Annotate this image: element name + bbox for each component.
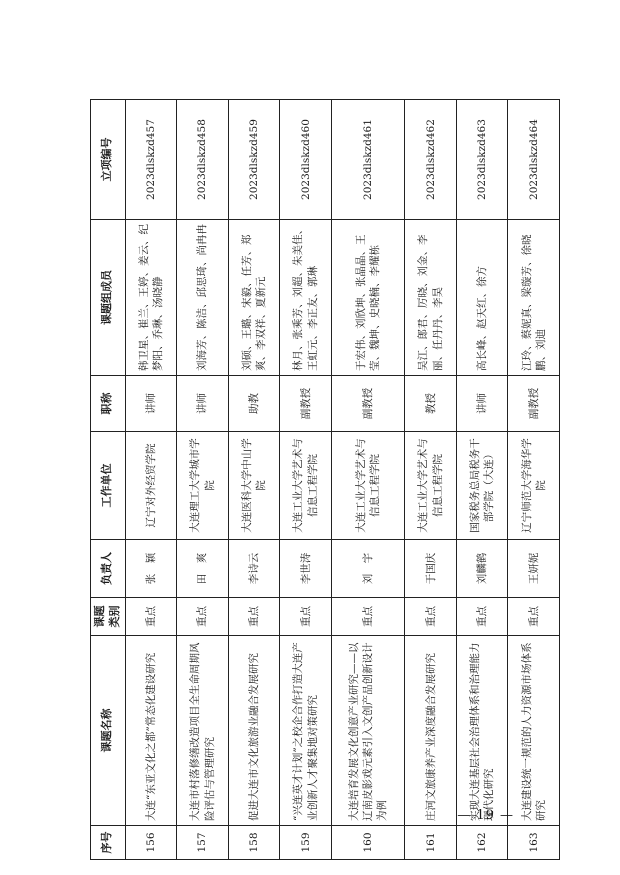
project-table (90, 99, 560, 860)
leader-cell: 李诗云 (228, 540, 280, 598)
institution-cell: 大连工业大学艺术与信息工程学院 (280, 432, 332, 540)
leader-cell: 刘麟鹤 (456, 540, 508, 598)
header-cell: 负责人 (91, 540, 126, 598)
header-cell: 序号 (91, 826, 126, 860)
leader-cell: 田 爽 (177, 540, 229, 598)
members-cell: 高长峰、赵天红、徐方 (456, 220, 508, 376)
category-cell: 重点 (228, 598, 280, 636)
title-cell: 讲师 (456, 376, 508, 432)
project-name-cell: 庄河文旅康养产业深度融合发展研究 (405, 636, 457, 826)
serial-number-cell: 161 (405, 826, 457, 860)
institution-cell: 国家税务总局税务干部学院（大连） (456, 432, 508, 540)
leader-cell: 刘 宇 (331, 540, 404, 598)
project-id-cell: 2023dlskzd458 (177, 100, 229, 220)
institution-cell: 大连工业大学艺术与信息工程学院 (405, 432, 457, 540)
header-cell: 课题名称 (91, 636, 126, 826)
table-row (177, 100, 229, 860)
project-id-cell: 2023dlskzd457 (125, 100, 177, 220)
members-cell: 刘海芳、陈洁、邱思琦、尚冉冉 (177, 220, 229, 376)
project-name-cell: 实现大连基层社会治理体系和治理能力现代化研究 (456, 636, 508, 826)
category-cell: 重点 (125, 598, 177, 636)
members-cell: 韩卫星、崔兰、王婷、姜云、纪梦阳、乔琳、汤晓静 (125, 220, 177, 376)
serial-number-cell: 163 (508, 826, 560, 860)
members-cell: 江玲、蔡妮真、梁璇芳、徐晓鹏、刘迪 (508, 220, 560, 376)
table-row (508, 100, 560, 860)
serial-number-cell: 156 (125, 826, 177, 860)
header-cell: 职称 (91, 376, 126, 432)
category-cell: 重点 (280, 598, 332, 636)
members-cell: 刘硕、王璐、宋毅、任芳、郑爽、李双祥、夏新元 (228, 220, 280, 376)
title-cell: 副教授 (508, 376, 560, 432)
institution-cell: 辽宁对外经贸学院 (125, 432, 177, 540)
table-row (125, 100, 177, 860)
project-id-cell: 2023dlskzd460 (280, 100, 332, 220)
header-cell: 立项编号 (91, 100, 126, 220)
project-id-cell: 2023dlskzd461 (331, 100, 404, 220)
category-cell: 重点 (331, 598, 404, 636)
category-cell: 重点 (456, 598, 508, 636)
header-cell: 工作单位 (91, 432, 126, 540)
serial-number-cell: 159 (280, 826, 332, 860)
project-name-cell: 大连市村落修缮改造项目全生命周期风险评估与管理研究 (177, 636, 229, 826)
table-row (331, 100, 404, 860)
category-cell: 重点 (177, 598, 229, 636)
serial-number-cell: 158 (228, 826, 280, 860)
header-cell: 课题组成员 (91, 220, 126, 376)
leader-cell: 于国庆 (405, 540, 457, 598)
rotated-table-area (90, 100, 560, 860)
category-cell: 重点 (405, 598, 457, 636)
title-cell: 助教 (228, 376, 280, 432)
project-name-cell: 促进大连市文化旅游业融合发展研究 (228, 636, 280, 826)
serial-number-cell: 160 (331, 826, 404, 860)
members-cell: 吴江、郎君、厉晓、刘金、李丽、任丹丹、李昊 (405, 220, 457, 376)
leader-cell: 李世涛 (280, 540, 332, 598)
title-cell: 讲师 (177, 376, 229, 432)
members-cell: 林月、张乘芳、刘超、朱美佳、王虹元、李正友、郭琳 (280, 220, 332, 376)
serial-number-cell: 157 (177, 826, 229, 860)
table-row (405, 100, 457, 860)
table-row (280, 100, 332, 860)
table-row (456, 100, 508, 860)
institution-cell: 大连工业大学艺术与信息工程学院 (331, 432, 404, 540)
project-id-cell: 2023dlskzd464 (508, 100, 560, 220)
header-cell: 课题类别 (91, 598, 126, 636)
table-header-row (91, 100, 126, 860)
project-id-cell: 2023dlskzd463 (456, 100, 508, 220)
institution-cell: 大连医科大学中山学院 (228, 432, 280, 540)
title-cell: 讲师 (125, 376, 177, 432)
project-name-cell: 大连建设统一规范的人力资源市场体系研究 (508, 636, 560, 826)
title-cell: 副教授 (331, 376, 404, 432)
project-id-cell: 2023dlskzd459 (228, 100, 280, 220)
members-cell: 于宏伟、刘欣坤、张晶晶、王莹、魏坤、史晓楠、李耀栋 (331, 220, 404, 376)
title-cell: 副教授 (280, 376, 332, 432)
page-number: — 19 — (457, 808, 514, 823)
institution-cell: 大连理工大学城市学院 (177, 432, 229, 540)
serial-number-cell: 162 (456, 826, 508, 860)
leader-cell: 王妍妮 (508, 540, 560, 598)
institution-cell: 辽宁师范大学海华学院 (508, 432, 560, 540)
project-id-cell: 2023dlskzd462 (405, 100, 457, 220)
leader-cell: 张 颖 (125, 540, 177, 598)
project-name-cell: 大连培育发展文化创意产业研究——以辽南皮影戏元素引入文创产品创新设计为例 (331, 636, 404, 826)
title-cell: 教授 (405, 376, 457, 432)
category-cell: 重点 (508, 598, 560, 636)
project-name-cell: “兴连英才计划”之校企合作打造大连产业创新人才聚集地对策研究 (280, 636, 332, 826)
table-container (90, 100, 560, 860)
table-row (228, 100, 280, 860)
project-name-cell: 大连“东亚文化之都”常态化建设研究 (125, 636, 177, 826)
